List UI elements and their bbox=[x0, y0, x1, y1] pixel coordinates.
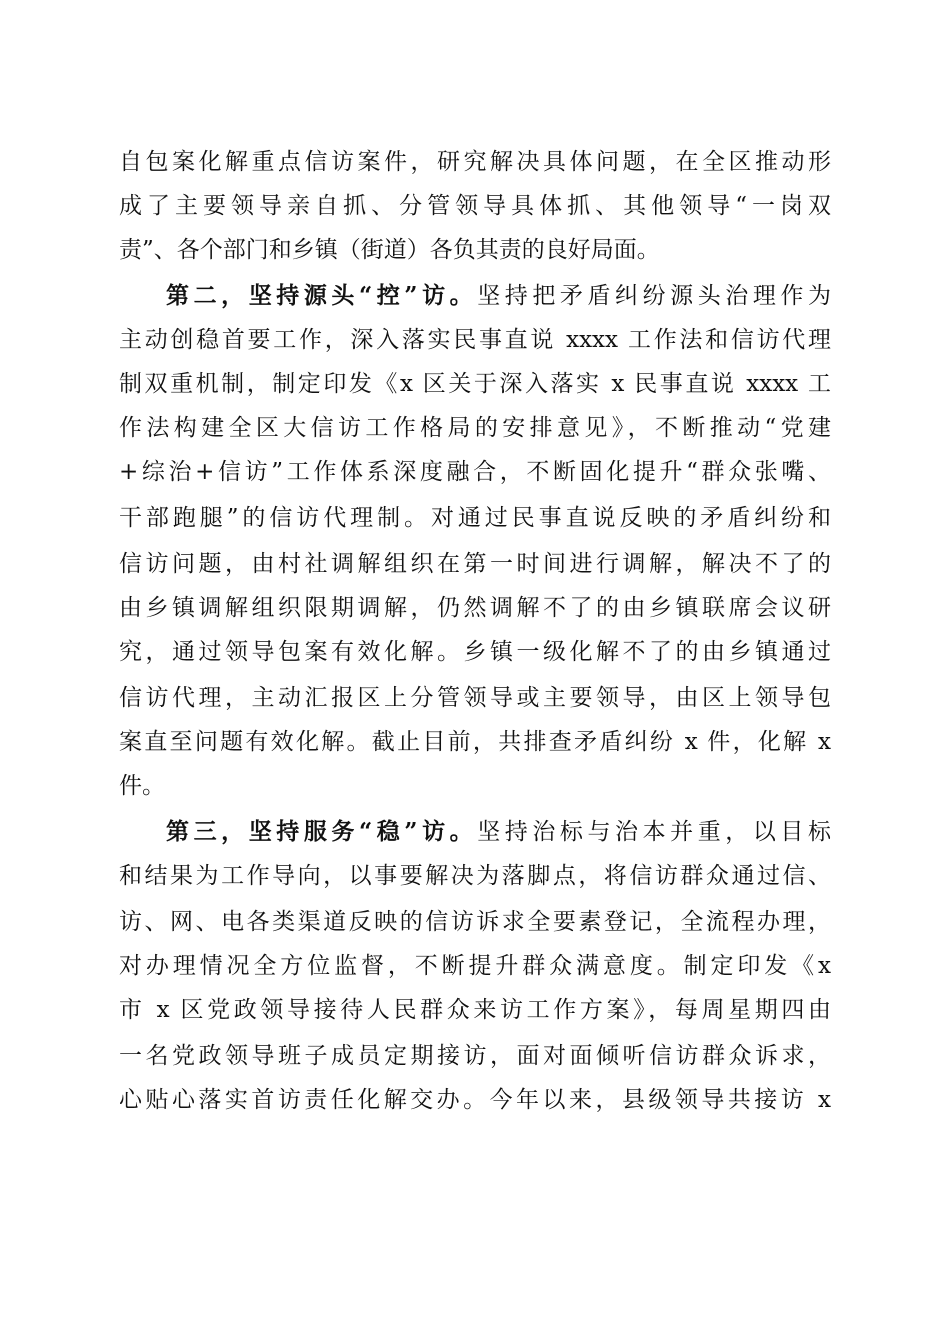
text-line: 干部跑腿”的信访代理制。对通过民事直说反映的矛盾纠纷和 bbox=[119, 505, 831, 531]
text-line: +综治+信访”工作体系深度融合，不断固化提升“群众张嘴、 bbox=[119, 459, 831, 485]
section-heading: 第二，坚持源头“控”访。 bbox=[166, 282, 478, 309]
text-line: 信访问题，由村社调解组织在第一时间进行调解，解决不了的 bbox=[119, 551, 831, 577]
text-span: 坚持把矛盾纠纷源头治理作为 bbox=[477, 283, 832, 309]
text-line: 访、网、电各类渠道反映的信访诉求全要素登记，全流程办理， bbox=[119, 909, 831, 935]
text-line: 制双重机制，制定印发《x 区关于深入落实 x 民事直说 xxxx 工 bbox=[119, 371, 831, 397]
text-line: 心贴心落实首访责任化解交办。今年以来，县级领导共接访 x bbox=[119, 1087, 831, 1113]
text-line: 主动创稳首要工作，深入落实民事直说 xxxx 工作法和信访代理 bbox=[119, 327, 831, 353]
text-line: 市 x 区党政领导接待人民群众来访工作方案》，每周星期四由 bbox=[119, 997, 831, 1023]
text-line: 自包案化解重点信访案件，研究解决具体问题，在全区推动形 bbox=[119, 149, 831, 175]
text-span: 坚持治标与治本并重，以目标 bbox=[477, 819, 832, 845]
text-line: 作法构建全区大信访工作格局的安排意见》，不断推动“党建 bbox=[119, 415, 831, 441]
text-line: 对办理情况全方位监督，不断提升群众满意度。制定印发《x bbox=[119, 953, 831, 979]
text-line: 件。 bbox=[119, 773, 165, 799]
section-heading: 第三，坚持服务“稳”访。 bbox=[166, 818, 478, 845]
text-line: 案直至问题有效化解。截止目前，共排查矛盾纠纷 x 件，化解 x bbox=[119, 729, 831, 755]
text-line: 信访代理，主动汇报区上分管领导或主要领导，由区上领导包 bbox=[119, 685, 831, 711]
text-line: 和结果为工作导向，以事要解决为落脚点，将信访群众通过信、 bbox=[119, 863, 831, 889]
text-line: 成了主要领导亲自抓、分管领导具体抓、其他领导“一岗双 bbox=[119, 193, 831, 219]
paragraph-first-line bbox=[166, 812, 831, 852]
text-line: 一名党政领导班子成员定期接访，面对面倾听信访群众诉求， bbox=[119, 1043, 831, 1069]
text-line: 责”、各个部门和乡镇（街道）各负其责的良好局面。 bbox=[119, 237, 660, 263]
paragraph-first-line bbox=[166, 276, 831, 316]
text-line: 究，通过领导包案有效化解。乡镇一级化解不了的由乡镇通过 bbox=[119, 639, 831, 665]
text-line: 由乡镇调解组织限期调解，仍然调解不了的由乡镇联席会议研 bbox=[119, 595, 831, 621]
